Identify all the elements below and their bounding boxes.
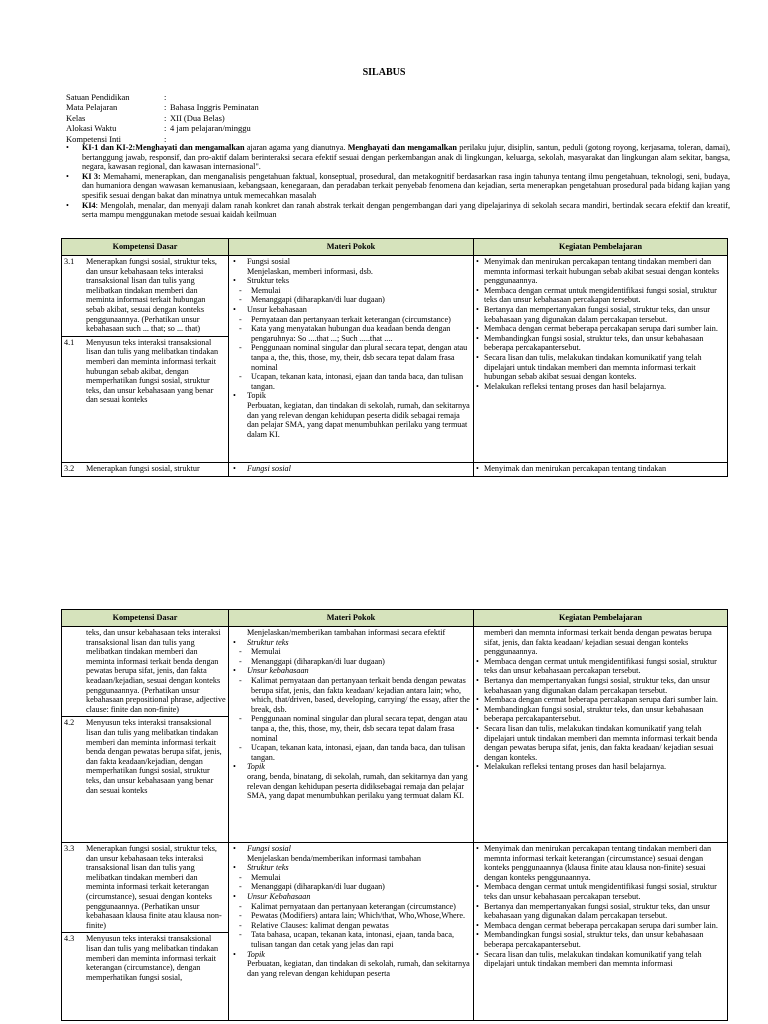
- bullet-icon: •: [476, 324, 479, 334]
- bullet-icon: •: [233, 257, 236, 266]
- mp-subitem: [231, 676, 471, 714]
- ki-item: [66, 172, 730, 201]
- table-row: [62, 256, 728, 463]
- bullet-icon: •: [233, 276, 236, 286]
- mp-description: [231, 854, 471, 864]
- kd-number: 3.1: [64, 257, 75, 266]
- kg-cell: [474, 627, 728, 843]
- mp-subitem: [231, 324, 471, 343]
- dash-icon: -: [239, 911, 242, 921]
- kg-item: [476, 724, 725, 762]
- mp-text: Penggunaan nominal singular dan plural secara tepat, dengan atau tanpa a, the, this, those, my, their, dsb secara tepat dalam frasa nominal: [251, 714, 468, 743]
- mp-item: [231, 305, 471, 315]
- kg-cell: [474, 463, 728, 477]
- document-title: SILABUS: [362, 67, 406, 78]
- meta-row: [66, 92, 259, 102]
- ki-text: : Mengolah, menalar, dan menyaji dalam ranah konkret dan ranah abstrak terkait dengan pengembangan dari yang dipelajarinya di sekolah secara mandiri, bertindak secara efektif dan kreatif, serta mampu menggunakan metode sesuai kaidah keilmuan: [82, 200, 730, 220]
- dash-icon: -: [239, 930, 242, 940]
- meta-row: [66, 113, 259, 123]
- mp-text: Struktur teks: [247, 863, 289, 873]
- mp-subitem: [231, 930, 471, 949]
- bullet-icon: •: [476, 285, 479, 295]
- kg-text: Membandingkan fungsi sosial, struktur teks, dan unsur kebahasaan beberapa percakapantersebut.: [484, 333, 704, 353]
- kg-item: [476, 382, 725, 392]
- ki-item: [66, 201, 730, 220]
- mp-description: [231, 772, 471, 801]
- mp-text: Fungsi sosial: [247, 257, 290, 266]
- bullet-icon: •: [233, 891, 236, 901]
- mp-text: Menanggapi (diharapkan/di luar dugaan): [251, 656, 385, 666]
- kg-text: Bertanya dan mempertanyakan fungsi sosial, struktur teks, dan unsur kebahasaan yang digunakan dalam percakapan tersebut.: [484, 901, 711, 921]
- kd-number: 4.2: [64, 718, 75, 728]
- mp-subitem: [231, 882, 471, 892]
- ki-text: perilaku jujur, disiplin, santun, peduli (gotong royong, kerjasama, toleran, damai), bertanggung jawab, responsif, dan pro-aktif dalam berinteraksi secara efektif sesuai dengan perkembangan anak di lingkungan, keluarga, sekolah, masyarakat dan lingkungan alam sekitar, bangsa, negara, kawasan regional, dan kawasan internasional".: [82, 143, 730, 172]
- mp-subitem: [231, 873, 471, 883]
- mp-text: Menjelaskan/memberikan tambahan informasi secara efektif: [247, 628, 446, 637]
- kd-entry: [64, 257, 226, 334]
- kg-item: [476, 657, 725, 676]
- dash-icon: -: [239, 675, 242, 685]
- kd-text: Menerapkan fungsi sosial, struktur: [86, 464, 200, 473]
- mp-item: [231, 844, 471, 854]
- kd-text: Menerapkan fungsi sosial, struktur teks, dan unsur kebahasaan teks interaksi transaksional lisan dan tulis yang melibatkan tindakan memberi dan meminta informasi terkait hubungan sebab akibat, sesuai dengan konteks penggunaannya. (Perhatikan unsur kebahasaan such ... that; so ... that): [86, 257, 217, 334]
- mp-text: Struktur teks: [247, 276, 290, 286]
- mp-subitem: [231, 647, 471, 657]
- bullet-icon: •: [66, 143, 69, 152]
- mp-text: Menjelaskan, memberi informasi, dsb.: [247, 266, 373, 276]
- dash-icon: -: [239, 882, 242, 892]
- ki-bold-text: Menghayati dan mengamalkan: [135, 143, 245, 152]
- mp-text: Perbuatan, kegiatan, dan tindakan di sekolah, rumah, dan sekitarnya dan yang relevan dengan kehidupan peserta: [247, 959, 470, 978]
- bullet-icon: •: [233, 949, 236, 959]
- bullet-icon: •: [233, 304, 236, 314]
- mp-cell: [229, 256, 474, 463]
- dash-icon: -: [239, 656, 242, 666]
- meta-label: Satuan Pendidikan: [66, 92, 130, 102]
- syllabus-table-1: [61, 238, 728, 477]
- meta-value: Bahasa Inggris Peminatan: [170, 102, 259, 113]
- mp-item: [231, 950, 471, 960]
- kd-entry: [64, 844, 226, 930]
- mp-item: [231, 276, 471, 286]
- mp-text: Menanggapi (diharapkan/di luar dugaan): [251, 295, 385, 305]
- kd-entry: [62, 716, 228, 795]
- mp-item: [231, 762, 471, 772]
- mp-subitem: [231, 911, 471, 921]
- kd-entry: [62, 336, 228, 405]
- mp-text: Penggunaan nominal singular dan plural secara tepat, dengan atau tanpa a, the, this, those, my, their, dsb secara tepat dalam frasa nominal: [251, 343, 468, 372]
- bullet-icon: •: [476, 304, 479, 314]
- kd-cell: [62, 843, 229, 1021]
- kg-item: [476, 257, 725, 286]
- bullet-icon: •: [476, 882, 479, 892]
- dash-icon: -: [239, 714, 242, 724]
- mp-text: Tata bahasa, ucapan, tekanan kata, intonasi, ejaan, tanda baca, tulisan tangan dan cetak yang jelas dan rapi: [251, 930, 455, 949]
- kg-item: [476, 882, 725, 901]
- kg-text: memberi dan memnta informasi terkait benda dengan pewatas berupa sifat, jenis, dan fakta keadaan/ kejadian sesuai dengan konteks penggunaannya.: [484, 628, 712, 657]
- header-materi-pokok: Materi Pokok: [229, 239, 474, 256]
- mp-subitem: [231, 315, 471, 325]
- mp-text: Struktur teks: [247, 637, 289, 647]
- meta-label: Mata Pelajaran: [66, 102, 118, 113]
- bullet-icon: •: [476, 762, 479, 772]
- kg-item: Menyimak dan menirukan percakapan tentang tindakan: [484, 464, 667, 473]
- kd-number: [64, 628, 86, 714]
- kg-text: Membandingkan fungsi sosial, struktur teks, dan unsur kebahasaan beberapa percakapantersebut.: [484, 704, 704, 724]
- mp-text: Unsur Kebahasaan: [247, 891, 311, 901]
- mp-subitem: [231, 343, 471, 372]
- mp-item: [231, 892, 471, 902]
- kg-item: [476, 705, 725, 724]
- bullet-icon: •: [476, 675, 479, 685]
- ki-bold-text: Menghayati dan mengamalkan: [347, 143, 457, 152]
- header-kegiatan-pembelajaran: Kegiatan Pembelajaran: [474, 239, 728, 256]
- mp-subitem: [231, 921, 471, 931]
- bullet-icon: •: [476, 381, 479, 391]
- kd-number: 4.1: [64, 337, 75, 347]
- kg-item: [476, 695, 725, 705]
- mp-subitem: [231, 295, 471, 305]
- mp-text: Topik: [247, 762, 265, 772]
- kd-text: Menerapkan fungsi sosial, struktur teks, dan unsur kebahasaan teks interaksi transaksional lisan dan tulis yang melibatkan tindakan memberi dan meminta informasi terkait keterangan (circumstance), sesuai dengan konteks penggunaannya. (Perhatikan unsur kebahasaan klausa finite atau klausa non-finite): [86, 844, 222, 930]
- kg-text: Bertanya dan mempertanyakan fungsi sosial, struktur teks, dan unsur kebahasaan yang digunakan dalam percakapan tersebut.: [484, 304, 711, 324]
- kd-text: Menyusun teks interaksi transaksional lisan dan tulis yang melibatkan tindakan memberi dan meminta informasi terkait benda dengan pewatas berupa sifat, jenis, dan fakta keadaan/kejadian, dengan memperhatikan fungsi sosial, struktur teks, dan unsur kebahasaan yang benar dan sesuai konteks: [86, 718, 222, 795]
- kg-text: Secara lisan dan tulis, melakukan tindakan komunikatif yang telah dipelajari untuk tindakan memberi dan memnta informasi terkait benda dengan pewatas berupa sifat, jenis, dan fakta keadaan/ kejadian sesuai dengan konteks.: [484, 723, 718, 762]
- mp-item: [231, 257, 471, 267]
- bullet-icon: •: [233, 844, 236, 853]
- meta-label: Kompetensi Inti: [66, 133, 122, 144]
- header-materi-pokok: Materi Pokok: [229, 610, 474, 627]
- mp-text: Kata yang menyatakan hubungan dua keadaan benda dengan pengaruhnya: So ....that ...; Such .....that ....: [251, 324, 451, 343]
- kg-item: [476, 902, 725, 921]
- bullet-icon: •: [233, 863, 236, 873]
- mp-subitem: [231, 714, 471, 743]
- dash-icon: -: [239, 295, 242, 305]
- mp-subitem: [231, 657, 471, 667]
- mp-text: Pernyataan dan pertanyaan terkait keterangan (circumstance): [251, 314, 451, 324]
- kg-text: Membaca dengan cermat beberapa percakapan serupa dari sumber lain.: [484, 324, 718, 334]
- ki-text: ajaran agama yang dianutnya.: [244, 143, 348, 152]
- meta-colon: :: [164, 112, 167, 123]
- bullet-icon: •: [476, 464, 479, 473]
- bullet-icon: •: [233, 666, 236, 676]
- meta-row: [66, 102, 259, 112]
- kg-item: [476, 844, 725, 882]
- mp-item: [231, 666, 471, 676]
- dash-icon: -: [239, 285, 242, 295]
- kg-text: Membaca dengan cermat beberapa percakapan serupa dari sumber lain.: [484, 695, 718, 705]
- mp-cell: [229, 843, 474, 1021]
- table-row: [62, 627, 728, 843]
- table-row: [62, 463, 728, 477]
- mp-text: Menanggapi (diharapkan/di luar dugaan): [251, 882, 385, 892]
- mp-subitem: [231, 902, 471, 912]
- bullet-icon: •: [476, 352, 479, 362]
- kg-text: Membaca dengan cermat untuk mengidentifikasi fungsi sosial, struktur teks dan unsur kebahasaan percakapan tersebut.: [484, 882, 717, 901]
- bullet-icon: •: [476, 844, 479, 853]
- kg-item: [476, 762, 725, 772]
- meta-value: XII (Dua Belas): [170, 112, 225, 123]
- mp-item: Fungsi sosial: [247, 464, 291, 473]
- mp-text: Unsur kebahasaan: [247, 304, 307, 314]
- dash-icon: -: [239, 372, 242, 382]
- mp-subitem: [231, 286, 471, 296]
- mp-text: Memulai: [251, 872, 281, 882]
- dash-icon: -: [239, 743, 242, 753]
- syllabus-table-2: [61, 609, 728, 1021]
- bullet-icon: •: [66, 200, 69, 210]
- table-row: [62, 843, 728, 1021]
- meta-label: Alokasi Waktu: [66, 123, 117, 134]
- ki-text: Memahami, menerapkan, dan menganalisis pengetahuan faktual, konseptual, prosedural, dan metakognitif berdasarkan rasa ingin tahunya tentang ilmu pengetahuan, teknologi, seni, budaya, dan humaniora dengan wawasan kemanusiaan, kebangsaan, kenegaraan, dan peradaban terkait penyebab fenomena dan kejadian, serta menerapkan pengetahuan prosedural pada bidang kajian yang spesifik sesuai dengan bakat dan minatnya untuk memecahkan masalah: [82, 171, 730, 200]
- bullet-icon: •: [476, 930, 479, 940]
- kd-text: Menyusun teks interaksi transaksional lisan dan tulis yang melibatkan tindakan memberi dan meminta informasi terkait hubungan sebab akibat, dengan memperhatikan fungsi sosial, struktur teks, dan unsur kebahasaan yang benar dan sesuai konteks: [86, 337, 219, 405]
- bullet-icon: •: [476, 333, 479, 343]
- kd-text: Menyusun teks interaksi transaksional lisan dan tulis yang melibatkan tindakan memberi dan meminta informasi terkait keterangan (circumstance), dengan memperhatikan fungsi sosial,: [86, 934, 219, 982]
- kg-item: [476, 950, 725, 969]
- bullet-icon: •: [476, 949, 479, 959]
- kg-text: Menyimak dan menirukan percakapan tentang tindakan memberi dan memnta informasi terkait hubungan sebab akibat sesuai dengan konteks penggunaannya.: [484, 257, 720, 286]
- ki-bold-text: KI-1 dan KI-2:: [82, 143, 136, 152]
- bullet-icon: •: [476, 920, 479, 930]
- header-kompetensi-dasar: Kompetensi Dasar: [62, 239, 229, 256]
- kg-item: [476, 930, 725, 949]
- kd-cell: [62, 256, 229, 463]
- kd-text: teks, dan unsur kebahasaan teks interaksi transaksional lisan dan tulis yang melibatkan tindakan memberi dan meminta informasi terkait benda dengan pewatas berupa sifat, jenis, dan fakta keadaan/kejadian, sesuai dengan konteks penggunaannya. (Perhatikan unsur kebahasaan prepositional phrase, adjective clause: finite dan non-finite): [86, 628, 226, 714]
- meta-colon: :: [164, 102, 167, 113]
- kd-cell: [62, 627, 229, 843]
- mp-text: Topik: [247, 949, 265, 959]
- kg-text: Melakukan refleksi tentang proses dan hasil belajarnya.: [484, 381, 667, 391]
- kd-number: 3.3: [64, 844, 75, 853]
- dash-icon: -: [239, 314, 242, 324]
- mp-text: Topik: [247, 391, 266, 401]
- kg-text: Menyimak dan menirukan percakapan tentang tindakan memberi dan memnta informasi terkait keterangan (circumstance) sesuai dengan konteks penggunaannya (klausa finite atau klausa non-finite) sesuai dengan konteks penggunaannya.: [484, 844, 712, 882]
- mp-text: Memulai: [251, 285, 281, 295]
- kg-cell: [474, 843, 728, 1021]
- meta-colon: :: [164, 123, 167, 134]
- kg-text: Secara lisan dan tulis, melakukan tindakan komunikatif yang telah dipelajari untuk tindakan memberi dan memnta informasi terkait hubungan sebab akibat sesuai dengan konteks.: [484, 352, 702, 382]
- bullet-icon: •: [476, 723, 479, 733]
- kompetensi-inti-list: [66, 143, 730, 220]
- ki-bold-text: KI4: [82, 200, 96, 210]
- mp-description: [231, 959, 471, 978]
- kg-item: [476, 676, 725, 695]
- kg-item: [476, 334, 725, 353]
- dash-icon: -: [239, 647, 242, 657]
- mp-text: Fungsi sosial: [247, 844, 291, 853]
- mp-item: [231, 638, 471, 648]
- ki-bold-text: KI 3:: [82, 171, 101, 181]
- mp-text: orang, benda, binatang, di sekolah, rumah, dan sekitarnya dan yang relevan dengan kehidupan peserta didiksebagai remaja dan pelajar SMA, yang dapat menumbuhkan perilaku yang termuat dalam KI.: [247, 771, 468, 801]
- kd-number: 4.3: [64, 934, 75, 944]
- bullet-icon: •: [476, 695, 479, 705]
- kg-cell: [474, 256, 728, 463]
- mp-description: [231, 628, 471, 638]
- dash-icon: -: [239, 920, 242, 930]
- mp-text: Ucapan, tekanan kata, intonasi, ejaan dan tanda baca, dan tulisan tangan.: [251, 372, 464, 391]
- mp-text: Pewatas (Modifiers) antara lain; Which/that, Who,Whose,Where.: [251, 911, 466, 921]
- mp-description: [231, 267, 471, 277]
- mp-text: Ucapan, tekanan kata, intonasi, ejaan, dan tanda baca, dan tulisan tangan.: [251, 743, 466, 762]
- kg-text: Membaca dengan cermat untuk mengidentifikasi fungsi sosial, struktur teks dan unsur kebahasaan percakapan tersebut.: [484, 656, 717, 676]
- header-kegiatan-pembelajaran: Kegiatan Pembelajaran: [474, 610, 728, 627]
- mp-text: Unsur kebahasaan: [247, 666, 309, 676]
- dash-icon: -: [239, 343, 242, 353]
- mp-item: [231, 391, 471, 401]
- bullet-icon: •: [66, 171, 69, 181]
- bullet-icon: •: [233, 464, 236, 473]
- header-kompetensi-dasar: Kompetensi Dasar: [62, 610, 229, 627]
- mp-subitem: [231, 743, 471, 762]
- bullet-icon: •: [233, 762, 236, 772]
- bullet-icon: •: [476, 704, 479, 714]
- kg-item: [476, 305, 725, 324]
- mp-subitem: [231, 372, 471, 391]
- kd-entry: [64, 628, 226, 714]
- meta-row: [66, 123, 259, 133]
- kg-item: [476, 286, 725, 305]
- meta-label: Kelas: [66, 112, 86, 123]
- kd-entry: [62, 932, 228, 982]
- bullet-icon: •: [233, 391, 236, 401]
- mp-text: Relative Clauses: kalimat dengan pewatas: [251, 920, 389, 930]
- kd-cell: [62, 463, 229, 477]
- mp-text: Perbuatan, kegiatan, dan tindakan di sekolah, rumah, dan sekitarnya dan yang relevan dengan kehidupan peserta didik sebagai remaja dan pelajar SMA, yang dapat menumbuhkan perilaku yang termuat dalam KI.: [247, 400, 470, 439]
- mp-cell: [229, 463, 474, 477]
- kg-item: [476, 324, 725, 334]
- mp-description: [231, 401, 471, 439]
- kg-text: Membaca dengan cermat untuk mengidentifikasi fungsi sosial, struktur teks dan unsur kebahasaan percakapan tersebut.: [484, 285, 717, 305]
- mp-text: Menjelaskan benda/memberikan informasi tambahan: [247, 853, 421, 863]
- bullet-icon: •: [233, 637, 236, 647]
- bullet-icon: •: [476, 257, 479, 266]
- mp-cell: [229, 627, 474, 843]
- dash-icon: -: [239, 872, 242, 882]
- kg-text: Secara lisan dan tulis, melakukan tindakan komunikatif yang telah dipelajari untuk tindakan memberi dan memnta informasi: [484, 949, 702, 969]
- kg-text: Membaca dengan cermat beberapa percakapan serupa dari sumber lain.: [484, 920, 718, 930]
- syllabus-meta: [66, 92, 259, 144]
- mp-text: Kalimat pernyataan dan pertanyaan terkait benda dengan pewatas berupa sifat, jenis, dan fakta keadaan/ kejadian antara lain; who, which, that/driven, based, developing, carrying/ the essay, after the break, dsb.: [251, 675, 470, 714]
- dash-icon: -: [239, 324, 242, 334]
- meta-colon: :: [164, 133, 167, 144]
- bullet-icon: •: [476, 901, 479, 911]
- kg-item: [476, 353, 725, 382]
- kg-text: Melakukan refleksi tentang proses dan hasil belajarnya.: [484, 762, 667, 772]
- kg-text: Membandingkan fungsi sosial, struktur teks, dan unsur kebahasaan beberapa percakapantersebut.: [484, 930, 704, 949]
- dash-icon: -: [239, 901, 242, 911]
- bullet-icon: •: [476, 656, 479, 666]
- mp-item: [231, 863, 471, 873]
- kg-item: [476, 628, 725, 657]
- mp-text: Kalimat pernyataan dan pertanyaan keterangan (circumstance): [251, 901, 456, 911]
- meta-value: 4 jam pelajaran/minggu: [170, 123, 251, 134]
- ki-item: [66, 143, 730, 172]
- mp-text: Memulai: [251, 647, 281, 657]
- kd-number: 3.2: [64, 464, 75, 473]
- meta-colon: :: [164, 92, 167, 102]
- kg-text: Bertanya dan mempertanyakan fungsi sosial, struktur teks, dan unsur kebahasaan yang digunakan dalam percakapan tersebut.: [484, 675, 711, 695]
- kg-item: [476, 921, 725, 931]
